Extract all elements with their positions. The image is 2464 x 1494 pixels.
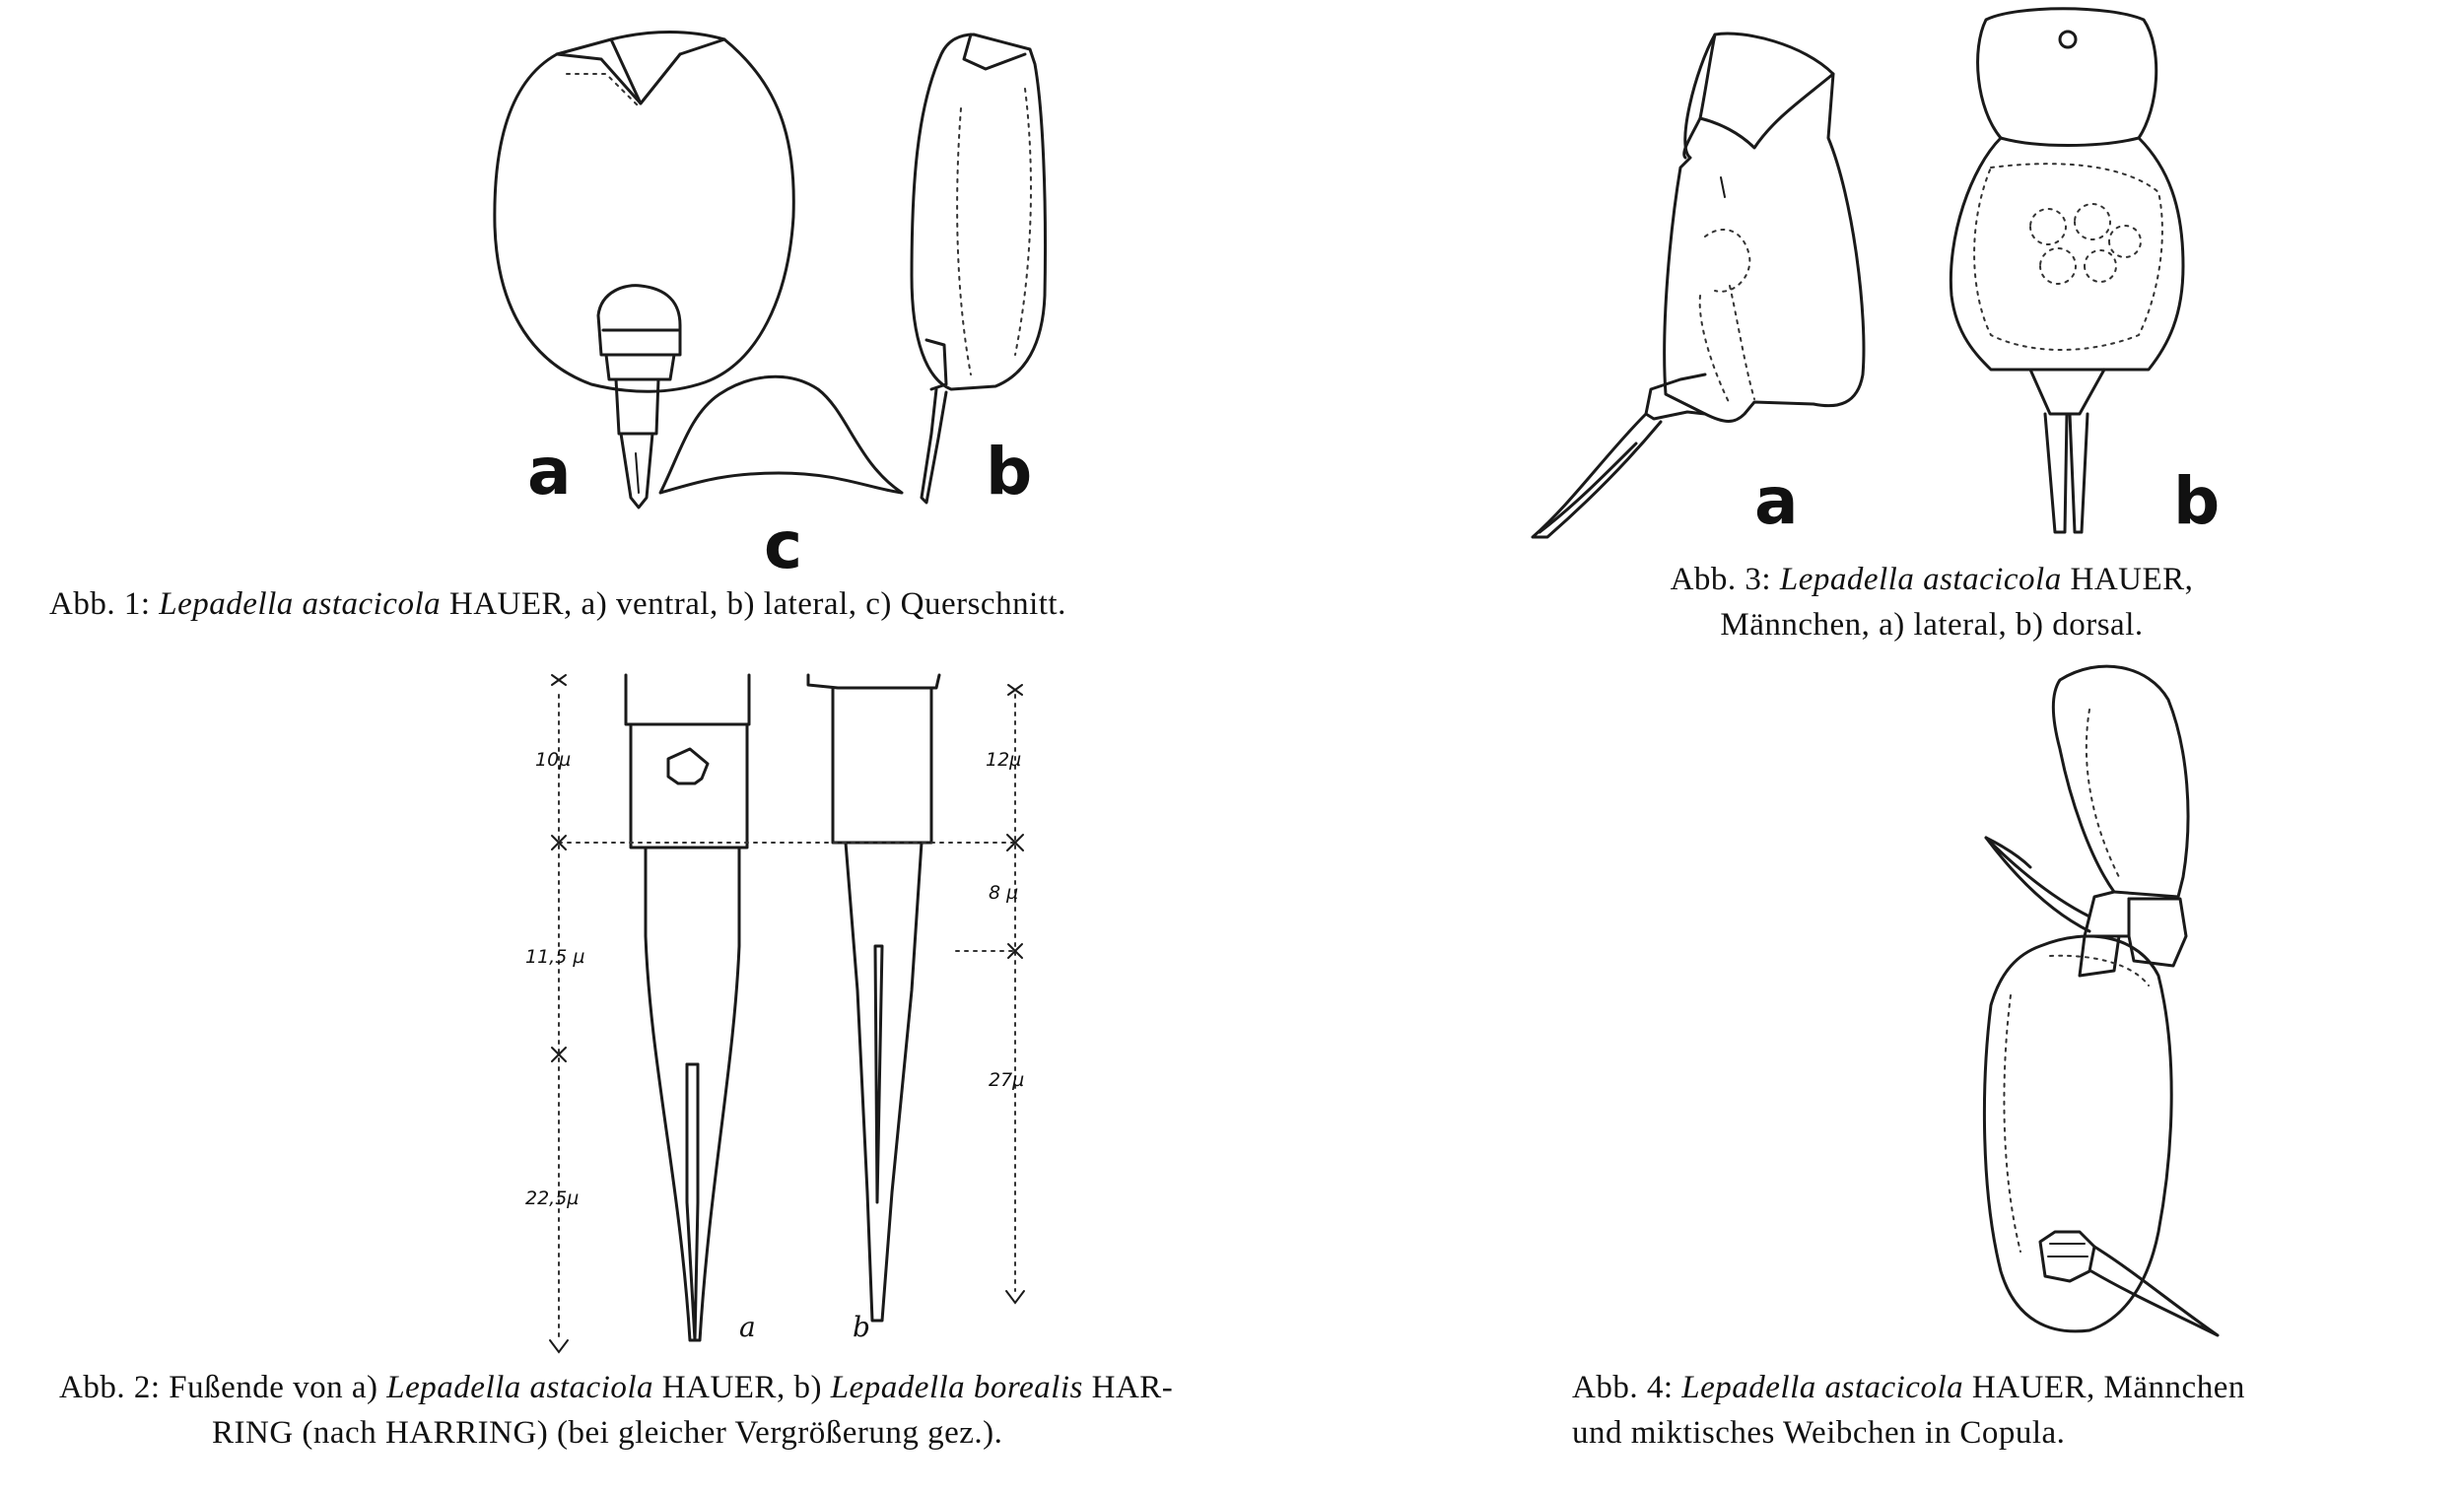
fig4-caption-prefix: Abb. 4: — [1572, 1370, 1674, 1405]
fig4-caption-line1 — [1572, 1365, 2459, 1410]
fig4-caption-suffix: HAUER, Männchen — [1971, 1370, 2245, 1405]
fig4-female — [1984, 936, 2218, 1335]
fig2-foot-a — [626, 675, 749, 1340]
fig2-measure-right-bottom: 27µ — [989, 1069, 1025, 1091]
fig3-label-a: a — [1754, 463, 1799, 539]
figure-1-drawing — [0, 0, 1429, 631]
fig2-measure-right-top: 12µ — [986, 749, 1022, 771]
fig1-caption-species: Lepadella astacicola — [159, 586, 442, 622]
fig2-caption-line2: RING (nach HARRING) (bei gleicher Vergrößerung gez.). — [212, 1415, 1003, 1451]
fig3-caption-prefix: Abb. 3: — [1670, 562, 1772, 597]
fig3-male-lateral — [1533, 34, 1864, 537]
fig2-caption-line1 — [59, 1365, 1518, 1410]
figure-4 — [1922, 641, 2434, 1370]
fig2-caption-part3: HAR- — [1091, 1370, 1174, 1405]
figure-3-caption — [1488, 557, 2375, 647]
fig1-caption-prefix: Abb. 1: — [49, 586, 151, 622]
fig2-caption-species-b: Lepadella borealis — [830, 1370, 1083, 1405]
fig2-label-b: b — [853, 1311, 870, 1343]
figure-1-caption — [49, 581, 1429, 627]
fig1-lateral-view — [912, 34, 1046, 503]
fig1-label-c: c — [764, 508, 803, 583]
fig2-scale-lines — [550, 675, 1024, 1352]
fig4-male — [1986, 666, 2188, 976]
fig1-caption-suffix: HAUER, a) ventral, b) lateral, c) Querschnitt. — [448, 586, 1066, 622]
fig1-cross-section — [660, 376, 902, 493]
fig2-caption-species-a: Lepadella astaciola — [386, 1370, 654, 1405]
fig2-measure-left-mid: 11,5 µ — [525, 946, 585, 968]
fig3-male-dorsal — [1951, 9, 2183, 532]
fig2-caption-prefix: Abb. 2: — [59, 1370, 161, 1405]
fig3-caption-species: Lepadella astacicola — [1779, 562, 2062, 597]
fig3-label-b: b — [2173, 463, 2221, 539]
fig2-measure-left-top: 10µ — [535, 749, 572, 771]
fig2-foot-b — [808, 675, 939, 1321]
figure-1 — [0, 0, 1429, 631]
fig4-caption-line2: und miktisches Weibchen in Copula. — [1572, 1415, 2066, 1451]
fig4-caption-species: Lepadella astacicola — [1681, 1370, 1964, 1405]
fig2-label-a: a — [739, 1311, 756, 1343]
figure-2-drawing — [0, 650, 1429, 1380]
figure-2-caption — [59, 1365, 1518, 1456]
fig3-caption-suffix: HAUER, — [2070, 562, 2194, 597]
figure-4-caption — [1572, 1365, 2459, 1456]
figure-4-drawing — [1922, 641, 2434, 1370]
fig2-caption-part1: Fußende von a) — [169, 1370, 378, 1405]
fig2-measure-right-mid: 8 µ — [989, 882, 1019, 904]
fig3-caption-line2: Männchen, a) lateral, b) dorsal. — [1720, 607, 2144, 643]
fig1-label-b: b — [986, 434, 1033, 509]
fig1-label-a: a — [527, 434, 572, 509]
fig2-measure-left-bottom: 22,5µ — [525, 1188, 580, 1209]
fig2-caption-part2: HAUER, b) — [661, 1370, 822, 1405]
figure-2 — [0, 650, 1429, 1380]
fig3-caption-line1 — [1488, 557, 2375, 602]
